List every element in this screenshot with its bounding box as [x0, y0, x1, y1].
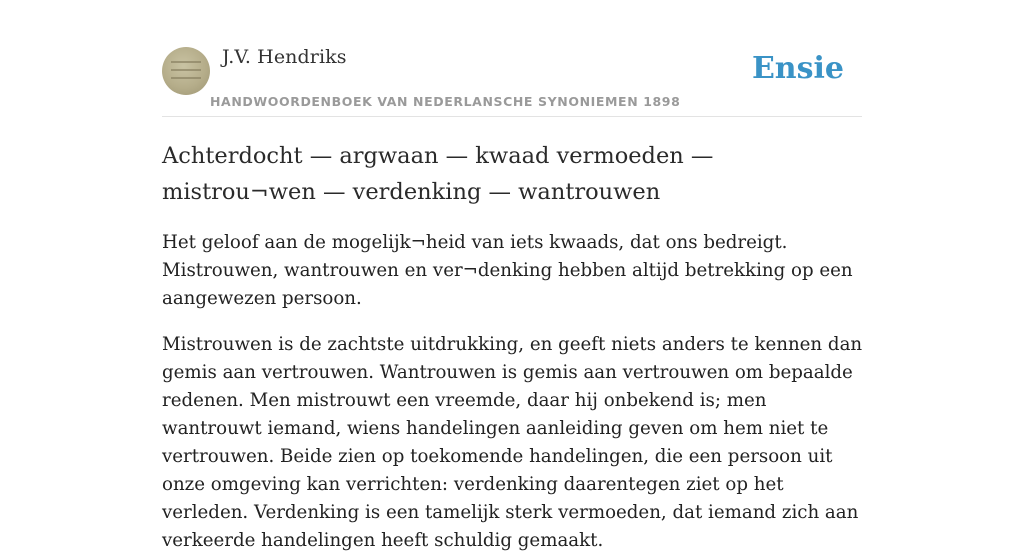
article-paragraph: Het geloof aan de mogelijk¬heid van iets kwaads, dat ons bedreigt. Mistrouwen, wantrouwen en ver¬denking hebben altijd betrekking op een aangewezen persoon. [162, 232, 853, 309]
source-title[interactable]: HANDWOORDENBOEK VAN NEDERLANSCHE SYNONIEMEN 1898 [210, 94, 681, 109]
article-title: Achterdocht — argwaan — kwaad vermoeden — mistrou¬wen — verdenking — wantrouwen [162, 143, 714, 205]
article-paragraph: Mistrouwen is de zachtste uitdrukking, en geeft niets anders te kennen dan gemis aan vertrouwen. Wantrouwen is gemis aan vertrouwen om bepaalde redenen. Men mistrouwt een vreemde, daar hij onbekend is; men wantrouwt iemand, wiens handelingen aanleiding geven om hem niet te vertrouwen. Beide zien op toekomende handelingen, die een persoon uit onze omgeving kan verrichten: verdenking daarentegen ziet op het verleden. Verdenking is een tamelijk sterk vermoeden, dat iemand zich aan verkeerde handelingen heeft schuldig gemaakt. [162, 334, 863, 551]
article-page [162, 0, 863, 551]
book-cover-avatar[interactable] [162, 47, 210, 95]
cover-decoration [171, 77, 201, 79]
author-name[interactable]: J.V. Hendriks [222, 46, 347, 68]
cover-decoration [171, 61, 201, 63]
cover-decoration [171, 69, 201, 71]
header [162, 0, 862, 117]
ensie-logo[interactable]: Ensie [751, 51, 844, 86]
